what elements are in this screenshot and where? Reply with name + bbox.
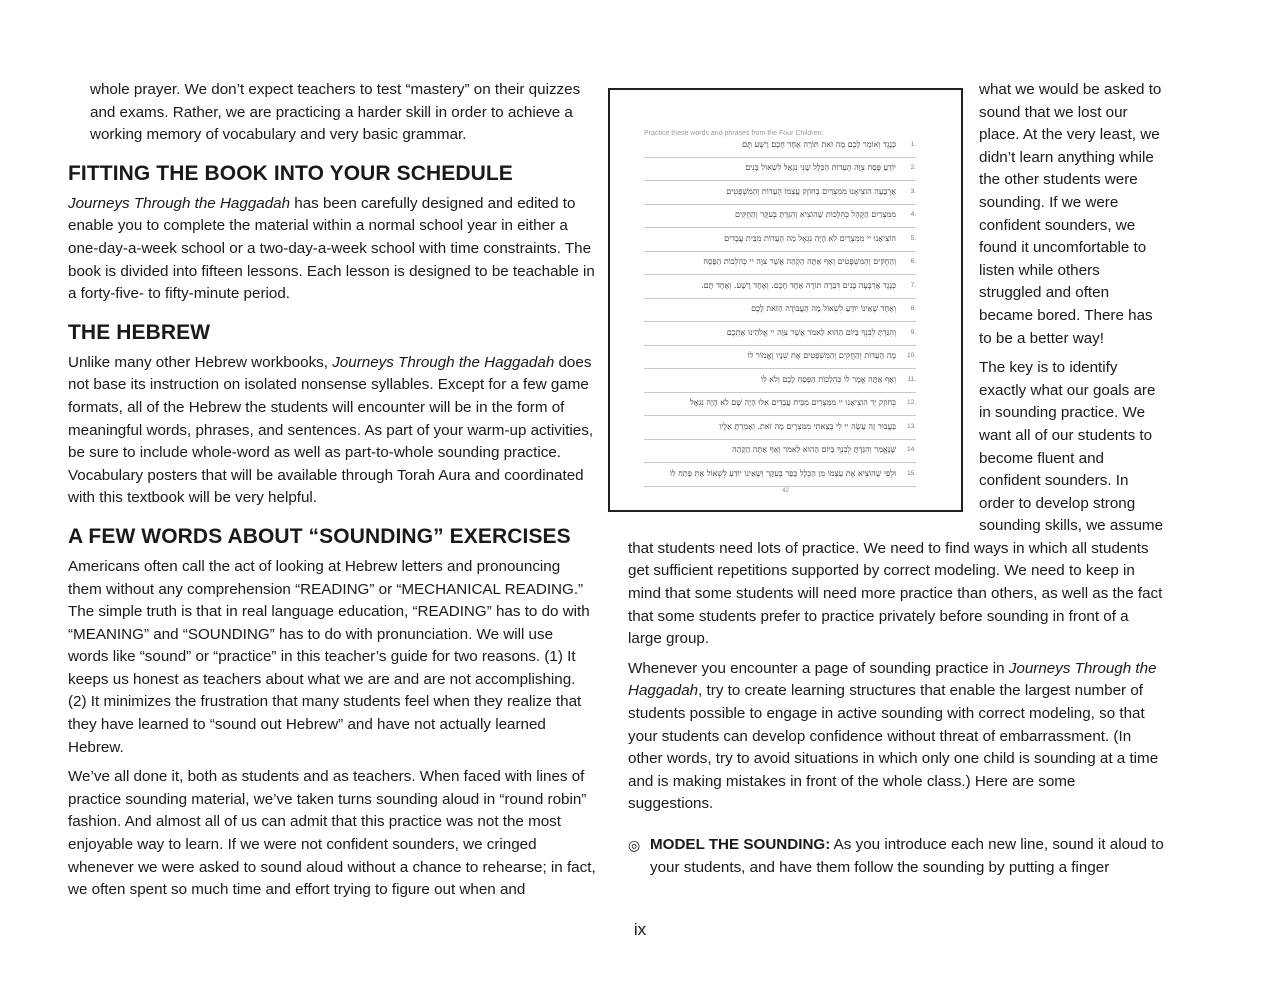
practice-row-number: 6. <box>910 258 916 266</box>
page-number: ix <box>633 920 647 939</box>
practice-row-text: שֶׁנֶּאֱמַר וְהִגַּדְתָּ לְבִנְךָ בַּיּוֹם הַהוּא לֵאמֹר וְאַף אַתָּה הַקְהֵה <box>732 445 896 455</box>
schedule-text: has been carefully designed and edited to enable you to complete the material within a normal school year in either a one-day-a-week school or a two-day-a-week school with time constraints. The book is divided into fifteen lessons. Each lesson is designed to be teachable in a forty-five- to fifty-minute period. <box>68 194 595 303</box>
figure-caption: Practice these words and phrases from the Four Children. <box>644 130 824 137</box>
practice-row-number: 5. <box>910 234 916 242</box>
right-paragraph-1: what we would be asked to sound that we lost our place. At the very least, we didn’t learn anything while the other students were sounding. If we were confident sounders, we found it uncomfortable to listen while others struggled and often became bored. There has to be a better way! <box>979 81 1162 347</box>
practice-row-text: בַּעֲבוּר זֶה עָשָׂה יי לִי בְּצֵאתִי מִמִּצְרָיִם מָה זֹּאת. וְאָמַרְתָּ אֵלָיו <box>719 421 896 431</box>
practice-row <box>644 134 916 158</box>
practice-row-number: 14. <box>906 446 916 454</box>
book-title: Journeys Through the Haggadah <box>628 659 1157 700</box>
intro-paragraph: whole prayer. We don’t expect teachers to test “mastery” on their quizzes and exams. Rather, we are practicing a harder skill in order to achieve a working memory of vocabulary and very basic grammar. <box>90 81 581 144</box>
practice-row <box>644 205 916 229</box>
figure-rows <box>644 134 916 487</box>
practice-row <box>644 252 916 276</box>
target-bullet-icon: ◎ <box>628 837 641 853</box>
practice-row-number: 13. <box>906 422 916 430</box>
practice-row-text: וְאַף אַתָּה אֱמָר לוֹ כְּהִלְכוֹת הַפֶּסַח לָכֶם וְלֹא לוֹ <box>760 374 896 384</box>
practice-row <box>644 299 916 323</box>
right-column <box>628 79 1164 879</box>
practice-row-number: 7. <box>910 281 916 289</box>
practice-row-text: אַרְבָּעָה הוֹצִיאָנוּ מִמִּצְרַיִם בְּחוֹזֶק עֲצְמוֹ הָעֵדוֹת וְהַמִּשְׁפָּטִים <box>726 186 896 196</box>
practice-row-number: 9. <box>910 328 916 336</box>
book-title: Journeys Through the Haggadah <box>68 194 291 212</box>
practice-row-number: 1. <box>910 140 916 148</box>
practice-row-text: מָה הָעֵדוֹת וְהַחֻקִּים וְהַמִּשְׁפָּטִים אֶת שִׁנָּיו וֶאֱמוֹר לוֹ <box>747 351 896 361</box>
book-title: Journeys Through the Haggadah <box>332 353 555 371</box>
practice-row-number: 15. <box>906 469 916 477</box>
practice-row-number: 12. <box>906 399 916 407</box>
model-sounding-item <box>628 834 1164 879</box>
practice-row-text: בְּחוֹזֶק יָד הוֹצִיאָנוּ יי מִמִּצְרַיִם מִבֵּית עֲבָדִים אִלּוּ הָיָה שָׁם לֹא הָיָה נִגְאָל <box>690 398 896 408</box>
hebrew-paragraph <box>68 352 596 510</box>
right-paragraph-2: The key is to identify exactly what our goals are in sounding practice. We want all of our students to become fluent and confident sounders. In order to develop strong sounding skills, we assume that students need lots of practice. We need to find ways in which all students get sufficient repetitions supported by correct modeling. We need to keep in mind that some students will need more practice than others, as well as the fact that some students prefer to practice privately before sounding in front of a large group. <box>628 359 1164 648</box>
practice-row <box>644 228 916 252</box>
practice-row <box>644 275 916 299</box>
practice-row-number: 4. <box>910 211 916 219</box>
practice-row-text: וְהִגַּדְתָּ לְבִנְךָ בַּיּוֹם הַהוּא לֵאמֹר אֲשֶׁר צִוָּה יי אֱלֹהֵינוּ אֶתְכֶם <box>726 327 896 337</box>
practice-row <box>644 416 916 440</box>
hebrew-text-after: does not base its instruction on isolated nonsense syllables. Except for a few game formats, all of the Hebrew the students will encounter will be in the form of meaningful words, phrases, and sentences. As part of your warm-up activities, be sure to include whole-word as well as part-to-whole sounding practice. Vocabulary posters that will be available through Torah Aura and coordinated with this textbook will be very helpful. <box>68 353 594 507</box>
heading-hebrew: THE HEBREW <box>68 320 211 344</box>
sounding-paragraph-1: Americans often call the act of looking at Hebrew letters and pronouncing them without any comprehension “READING” or “MECHANICAL READING.” The simple truth is that in real language education, “READING” has to do with “MEANING” and “SOUNDING” has to do with pronunciation. We will use words like “sound” or “practice” in this teacher’s guide for two reasons. (1) It keeps us honest as teachers about what we are and are not accomplishing. (2) It minimizes the frustration that many students feel when they realize that they have learned to “sound out Hebrew” and have not actually learned Hebrew. <box>68 557 590 756</box>
model-text: As you introduce each new line, sound it aloud to your students, and have them follow the sounding by putting a finger <box>650 836 1164 876</box>
hebrew-text-before: Unlike many other Hebrew workbooks, <box>68 353 333 371</box>
practice-row-text: וְאֶחָד שֶׁאֵינוֹ יוֹדֵעַ לִשְׁאוֹל מָה הָעֲבוֹדָה הַזֹּאת לָכֶם <box>751 304 896 314</box>
practice-row-text: וּלְפִי שֶׁהוֹצִיא אֶת עַצְמוֹ מִן הַכְּלָל כָּפַר בְּעִקָּר וְשֶׁאֵינוֹ יוֹדֵעַ לִשְׁאוֹל אַתְּ פְּתַח לוֹ <box>669 468 896 478</box>
model-label: MODEL THE SOUNDING: <box>650 836 831 853</box>
practice-row-number: 8. <box>910 305 916 313</box>
p3-after: , try to create learning structures that enable the largest number of students possible to engage in active sounding with correct modeling, so that your students can develop confidence without threat of embarrassment. (In other words, try to avoid situations in which only one child is sounding at a time and is making mistakes in front of the whole class.) Here are some suggestions. <box>628 682 1159 813</box>
practice-row-number: 11. <box>907 375 916 383</box>
practice-row <box>644 440 916 464</box>
practice-row-text: יוֹדֵעַ פֶּסַח צִוָּה הָעֵדוֹת הַכְּלָל שָׁנִּי נִגְאַל לִשְׁאוֹל בָּנִים <box>745 163 896 173</box>
sounding-paragraph-2: We’ve all done it, both as students and as teachers. When faced with lines of practice sounding material, we’ve taken turns sounding aloud in “round robin” fashion. And almost all of us can admit that this practice was not the most enjoyable way to learn. If we were not confident sounders, we cringed whenever we were asked to sound aloud without a chance to rehearse; in fact, we often spent so much time and effort trying to figure out when and <box>68 768 596 899</box>
practice-row <box>644 158 916 182</box>
practice-row-text: כְּנֶגֶד אַרְבָּעָה בָנִים דִּבְּרָה תוֹרָה אֶחָד חָכָם. וְאֶחָד רָשָׁע. וְאֶחָד תָּם. <box>701 280 896 290</box>
practice-row-number: 10. <box>906 352 916 360</box>
practice-row <box>644 393 916 417</box>
practice-row-text: כְּנֶגֶד וְאוֹמֵר לָכֶם מָה זֹאת תּוֹרָה אֶחָד חָכָם רָשָׁע תָּם <box>742 139 896 149</box>
practice-figure <box>608 88 963 512</box>
practice-row-number: 3. <box>910 187 916 195</box>
practice-row <box>644 181 916 205</box>
heading-sounding: A FEW WORDS ABOUT “SOUNDING” EXERCISES <box>68 524 571 548</box>
practice-row-text: וְהַחֻקִּים וְהַמִּשְׁפָּטִים וְאַף אַתָּה הַקְהֵה אֲשֶׁר צִוָּה יי כְּהִלְכוֹת הַפֶּסַח <box>703 257 896 267</box>
practice-row-number: 2. <box>910 164 916 172</box>
practice-row <box>644 369 916 393</box>
schedule-paragraph <box>68 193 596 306</box>
practice-row <box>644 322 916 346</box>
heading-schedule: FITTING THE BOOK INTO YOUR SCHEDULE <box>68 161 513 185</box>
figure-page-number: 42 <box>782 488 789 494</box>
left-column <box>68 79 596 909</box>
practice-row <box>644 346 916 370</box>
p3-before: Whenever you encounter a page of sounding practice in <box>628 659 1009 677</box>
practice-row-text: מִמִּצְרַיִם הַקָּהָל כְּהִלְכוֹת שֶׁהוֹצִיא וְהִגַּדְתָּ בְּעִקָּר וְהַחֻקִּים <box>734 210 896 220</box>
right-paragraph-3 <box>628 658 1164 816</box>
practice-row-text: הוֹצִיאָנוּ יי מִמִּצְרַיִם לֹא הָיָה נִגְאָל מָה הָעֵדוֹת מִבֵּית עֲבָדִים <box>724 233 896 243</box>
